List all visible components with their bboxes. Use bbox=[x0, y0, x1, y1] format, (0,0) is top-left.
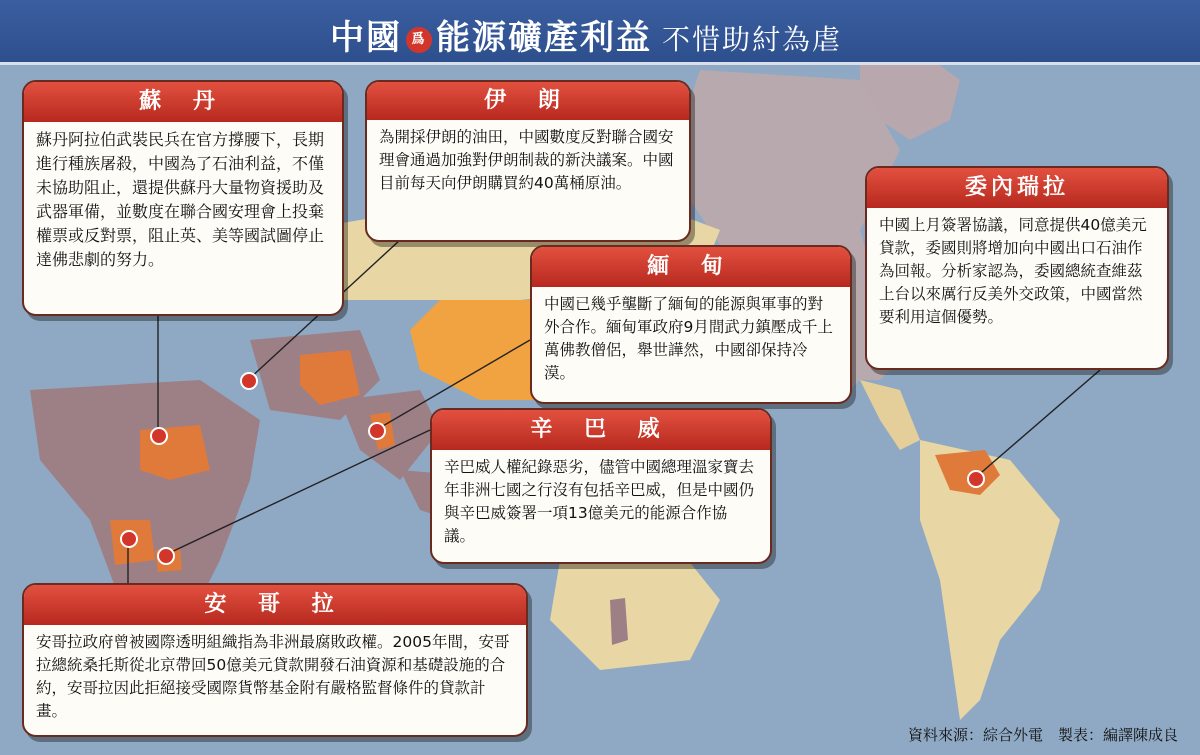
callout-iran bbox=[365, 80, 691, 242]
madagascar-land bbox=[610, 598, 628, 645]
callout-sudan bbox=[22, 80, 344, 316]
callout-iran-heading: 伊 朗 bbox=[367, 82, 689, 120]
pin-sudan bbox=[150, 427, 168, 445]
callout-angola-text: 安哥拉政府曾被國際透明組織指為非洲最腐敗政權。2005年間，安哥拉總統桑托斯從北京帶回50億美元貸款開發石油資源和基礎設施的合約，安哥拉因此拒絕接受國際貨幣基金附有嚴格監督條件的貸款計畫。 bbox=[36, 633, 510, 720]
callout-myanmar-heading: 緬 甸 bbox=[532, 247, 850, 287]
callout-venezuela-heading: 委內瑞拉 bbox=[867, 168, 1167, 208]
callout-sudan-text: 蘇丹阿拉伯武裝民兵在官方撐腰下，長期進行種族屠殺，中國為了石油利益，不僅未協助阻止，還提供蘇丹大量物資援助及武器軍備，並數度在聯合國安理會上投棄權票或反對票，阻止英、美等國試圖停止達佛悲劇的努力。 bbox=[36, 130, 325, 269]
pin-iran bbox=[240, 372, 258, 390]
callout-myanmar-text: 中國已幾乎壟斷了緬甸的能源與軍事的對外合作。緬甸軍政府9月間武力鎮壓成千上萬佛教僧侶，舉世譁然，中國卻保持冷漠。 bbox=[544, 295, 833, 382]
pin-venezuela bbox=[967, 470, 985, 488]
source-credit: 資料來源：綜合外電 製表：編譯陳成良 bbox=[907, 726, 1178, 744]
callout-zimbabwe-heading: 辛 巴 威 bbox=[432, 410, 770, 450]
callout-zimbabwe bbox=[430, 408, 772, 564]
title-part1: 中國 bbox=[330, 18, 402, 58]
callout-zimbabwe-text: 辛巴威人權紀錄惡劣，儘管中國總理溫家寶去年非洲七國之行沒有包括辛巴威，但是中國仍與辛巴威簽署一項13億美元的能源合作協議。 bbox=[444, 458, 755, 545]
callout-iran-text: 為開採伊朗的油田，中國數度反對聯合國安理會通過加強對伊朗制裁的新決議案。中國目前每天向伊朗購買約40萬桶原油。 bbox=[379, 128, 674, 192]
title-subtitle: 不惜助紂為虐 bbox=[662, 23, 843, 56]
title-part2: 能源礦產利益 bbox=[436, 18, 652, 58]
callout-angola-heading: 安 哥 拉 bbox=[24, 585, 526, 625]
callout-venezuela-text: 中國上月簽署協議，同意提供40億美元貸款，委國則將增加向中國出口石油作為回報。分析家認為，委國總統查維茲上台以來厲行反美外交政策，中國當然要利用這個優勢。 bbox=[879, 216, 1147, 326]
callout-angola bbox=[22, 583, 528, 737]
page-title bbox=[330, 10, 842, 59]
pin-angola bbox=[120, 530, 138, 548]
pin-zimbabwe bbox=[157, 547, 175, 565]
title-bar bbox=[0, 0, 1200, 65]
title-wei-badge: 爲 bbox=[406, 27, 432, 53]
callout-sudan-heading: 蘇 丹 bbox=[24, 82, 342, 122]
callout-venezuela bbox=[865, 166, 1169, 370]
pin-myanmar bbox=[368, 422, 386, 440]
callout-myanmar bbox=[530, 245, 852, 404]
